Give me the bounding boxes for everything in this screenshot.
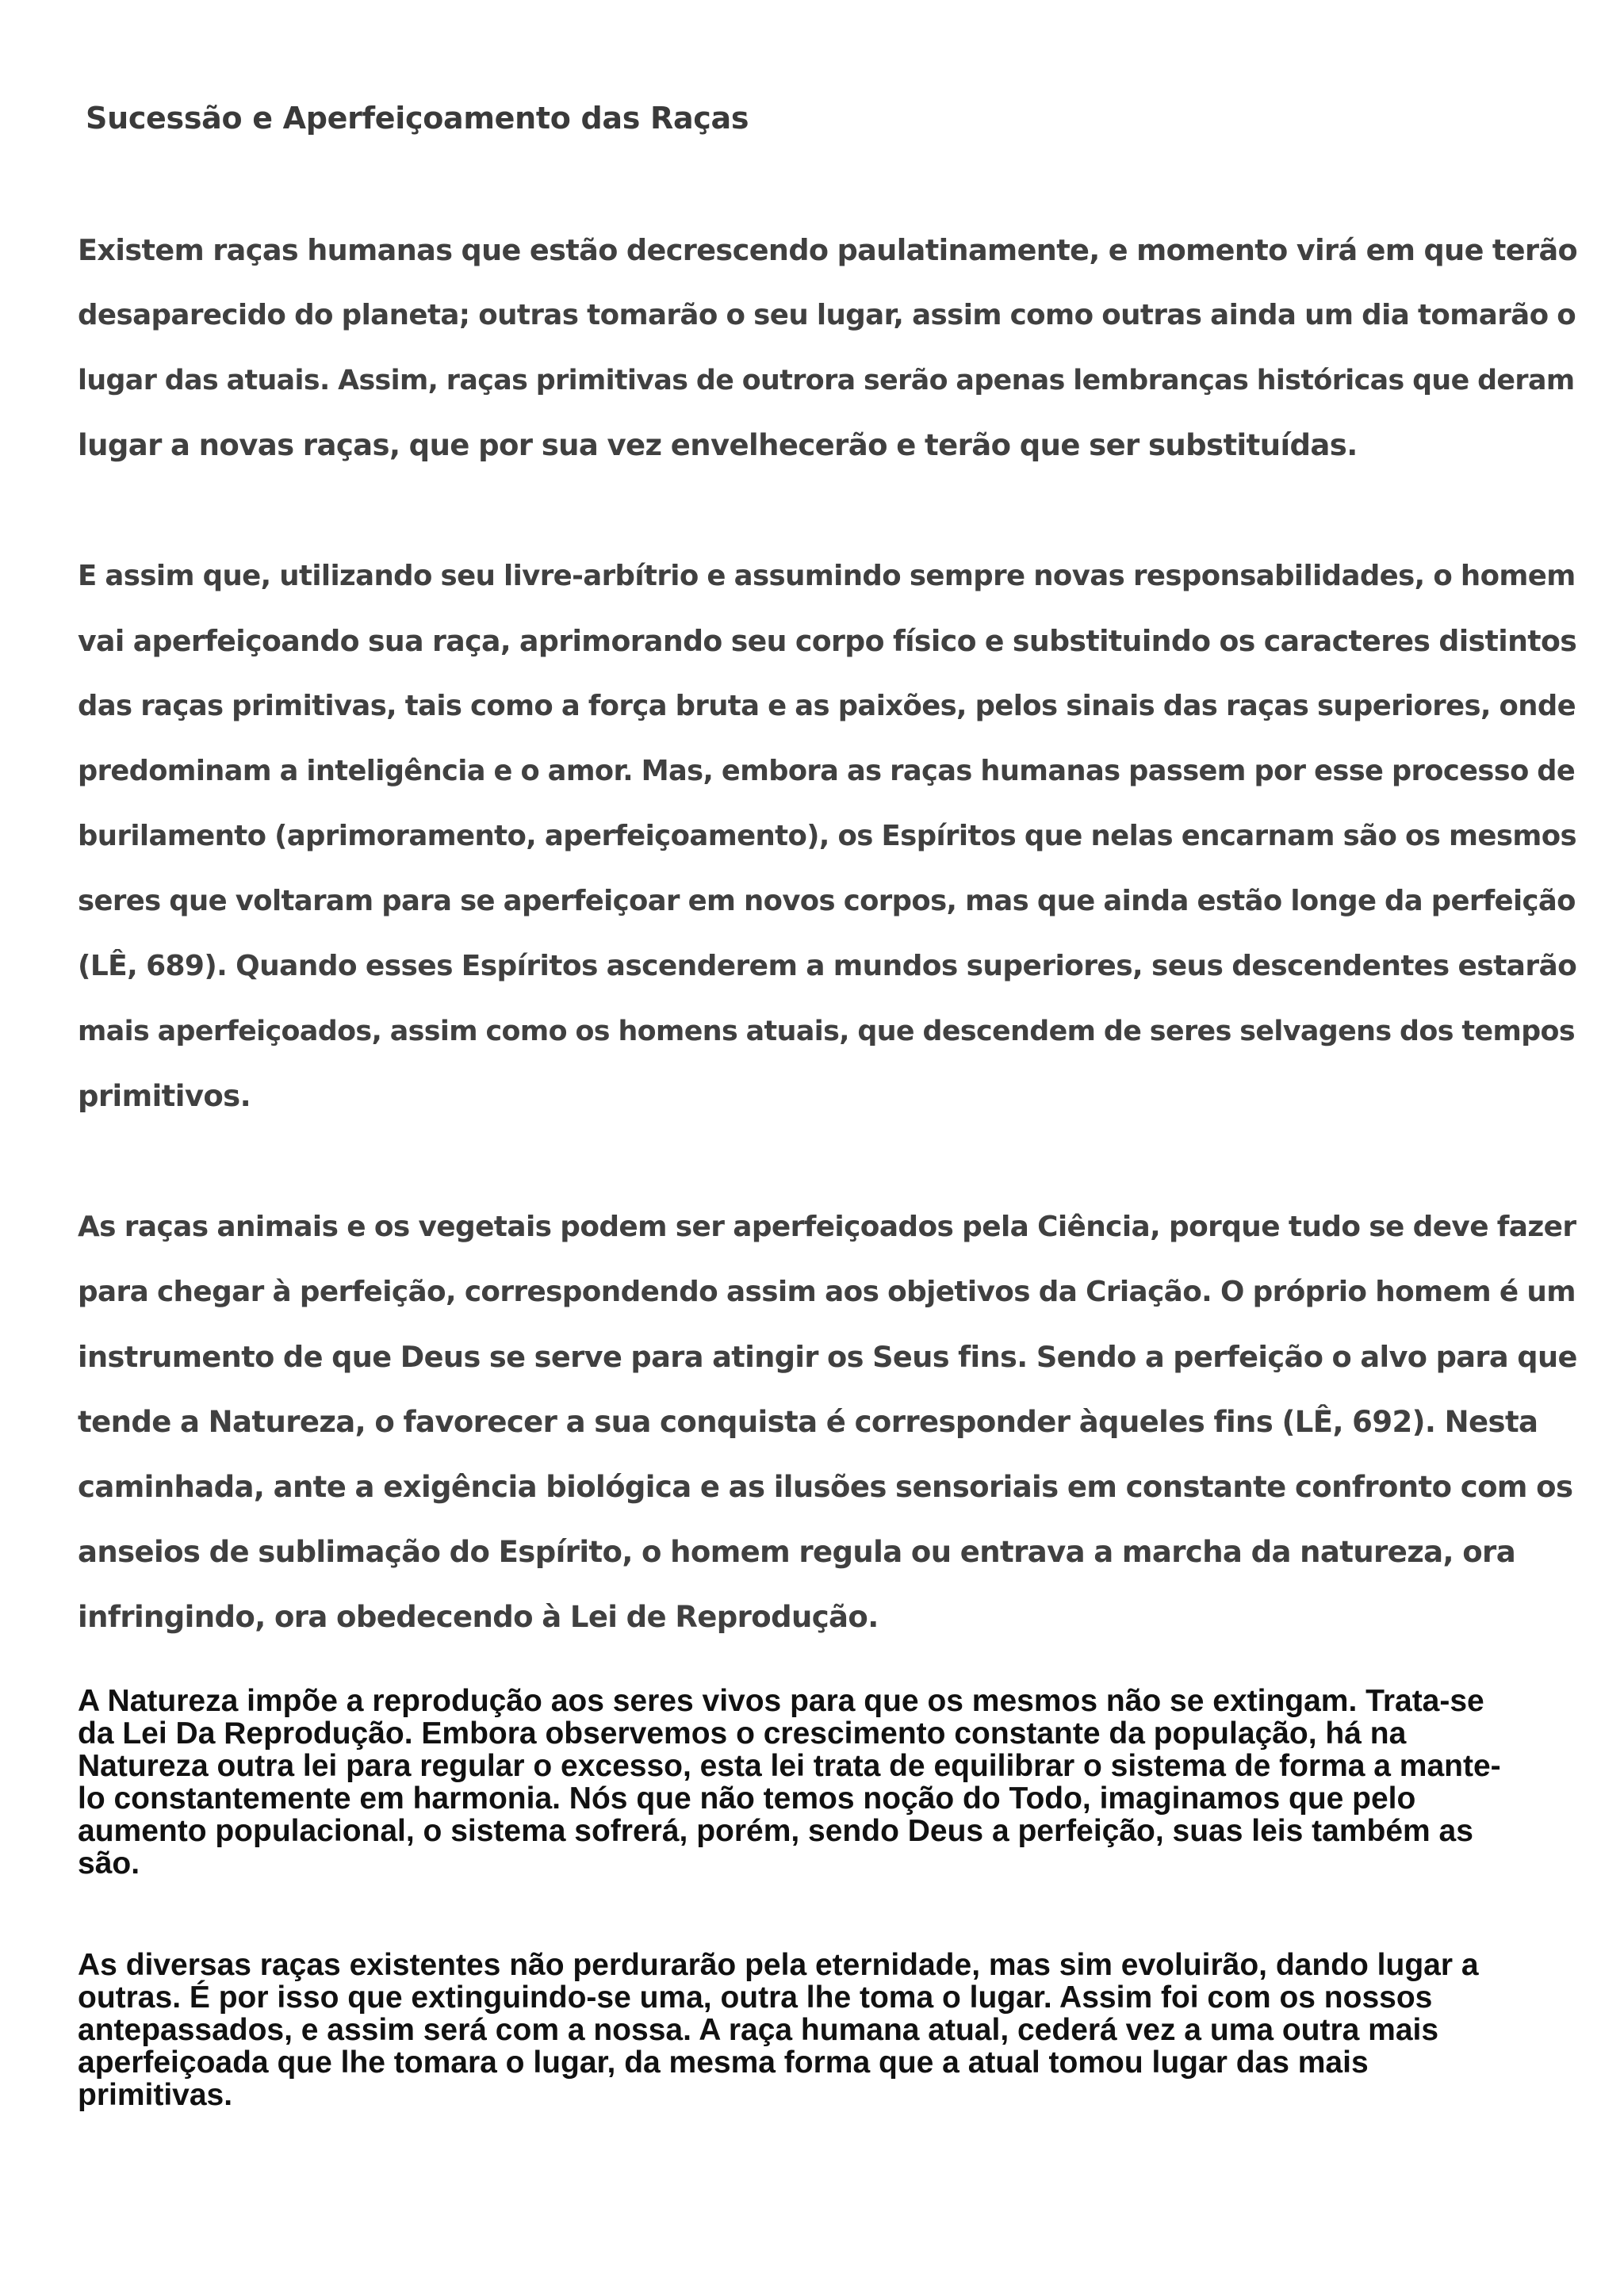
text-line: outras. É por isso que extinguindo-se uma, outra lhe toma o lugar. Assim foi com os nossos <box>78 1980 1433 2015</box>
text-line: instrumento de que Deus se serve para atingir os Seus fins. Sendo a perfeição o alvo para que <box>78 1340 1577 1374</box>
document-title: Sucessão e Aperfeiçoamento das Raças <box>86 101 749 136</box>
text-line: das raças primitivas, tais como a força bruta e as paixões, pelos sinais das raças superiores, onde <box>78 690 1576 722</box>
paragraph-3 <box>78 1195 1586 1650</box>
text-line: infringindo, ora obedecendo à Lei de Reprodução. <box>78 1600 879 1634</box>
text-line: burilamento (aprimoramento, aperfeiçoamento), os Espíritos que nelas encarnam são os mesmos <box>78 820 1576 852</box>
text-line: predominam a inteligência e o amor. Mas, embora as raças humanas passem por esse processo de <box>78 755 1576 787</box>
text-line: lugar a novas raças, que por sua vez envelhecerão e terão que ser substituídas. <box>78 428 1358 462</box>
paragraph-5 <box>78 1949 1592 2111</box>
paragraph-1 <box>78 218 1586 478</box>
text-line: são. <box>78 1846 140 1881</box>
paragraph-2 <box>78 544 1586 1129</box>
text-line: Natureza outra lei para regular o excesso, esta lei trata de equilibrar o sistema de forma a mante- <box>78 1749 1501 1783</box>
text-line: lo constantemente em harmonia. Nós que não temos noção do Todo, imaginamos que pelo <box>78 1781 1416 1816</box>
text-line: As diversas raças existentes não perdurarão pela eternidade, mas sim evoluirão, dando lugar a <box>78 1948 1479 1982</box>
text-line: anseios de sublimação do Espírito, o homem regula ou entrava a marcha da natureza, ora <box>78 1535 1516 1569</box>
text-line: lugar das atuais. Assim, raças primitivas de outrora serão apenas lembranças históricas que deram <box>78 365 1575 396</box>
text-line: primitivos. <box>78 1079 251 1113</box>
text-line: As raças animais e os vegetais podem ser aperfeiçoados pela Ciência, porque tudo se deve fazer <box>78 1211 1576 1243</box>
text-line: caminhada, ante a exigência biológica e as ilusões sensoriais em constante confronto com os <box>78 1470 1573 1504</box>
text-line: Existem raças humanas que estão decrescendo paulatinamente, e momento virá em que terão <box>78 233 1578 267</box>
text-line: vai aperfeiçoando sua raça, aprimorando seu corpo físico e substituindo os caracteres distintos <box>78 624 1577 658</box>
text-line: aperfeiçoada que lhe tomara o lugar, da mesma forma que a atual tomou lugar das mais <box>78 2045 1369 2080</box>
text-line: mais aperfeiçoados, assim como os homens atuais, que descendem de seres selvagens dos tempos <box>78 1016 1576 1047</box>
text-line: A Natureza impõe a reprodução aos seres vivos para que os mesmos não se extingam. Trata-se <box>78 1684 1484 1718</box>
text-line: seres que voltaram para se aperfeiçoar em novos corpos, mas que ainda estão longe da perfeição <box>78 885 1576 917</box>
text-line: aumento populacional, o sistema sofrerá, porém, sendo Deus a perfeição, suas leis também as <box>78 1814 1473 1848</box>
text-line: (LÊ, 689). Quando esses Espíritos ascenderem a mundos superiores, seus descendentes estarão <box>78 950 1577 982</box>
paragraph-4 <box>78 1685 1592 1880</box>
text-line: desaparecido do planeta; outras tomarão o seu lugar, assim como outras ainda um dia tomarão o <box>78 299 1576 331</box>
text-line: E assim que, utilizando seu livre-arbítrio e assumindo sempre novas responsabilidades, o homem <box>78 560 1576 592</box>
text-line: da Lei Da Reprodução. Embora observemos o crescimento constante da população, há na <box>78 1716 1407 1751</box>
text-line: tende a Natureza, o favorecer a sua conquista é corresponder àqueles fins (LÊ, 692). Nesta <box>78 1405 1538 1439</box>
text-line: para chegar à perfeição, correspondendo assim aos objetivos da Criação. O próprio homem é um <box>78 1276 1576 1308</box>
text-line: primitivas. <box>78 2078 233 2112</box>
text-line: antepassados, e assim será com a nossa. A raça humana atual, cederá vez a uma outra mais <box>78 2013 1439 2047</box>
